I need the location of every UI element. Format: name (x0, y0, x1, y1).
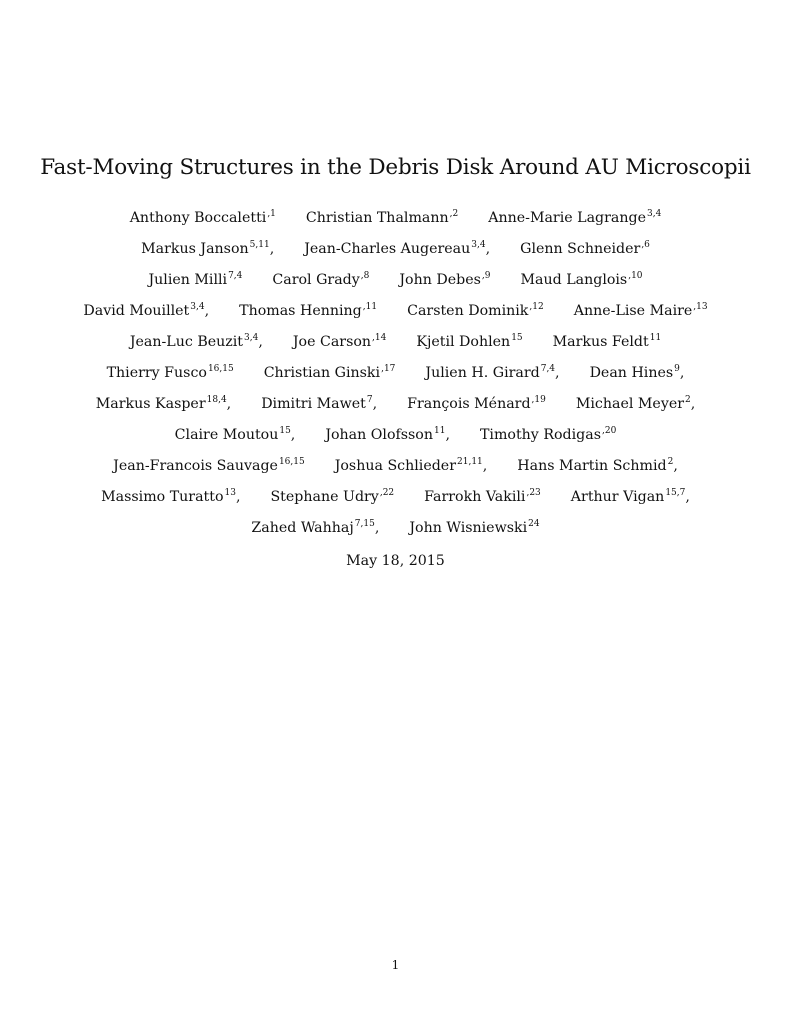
author-name: David Mouillet (83, 303, 190, 319)
author (141, 241, 274, 257)
author (325, 427, 450, 443)
author (96, 396, 231, 412)
author (261, 396, 377, 412)
author-name: Joe Carson (292, 334, 372, 350)
author-affiliation: 2 (685, 395, 691, 405)
author-affiliation: 2 (667, 457, 674, 467)
author (409, 520, 539, 536)
author (251, 520, 379, 536)
author-name: Maud Langlois (520, 272, 628, 288)
author-affiliation: 15 (511, 333, 523, 343)
author-affiliation: 7,15 (354, 519, 375, 529)
author-name: Michael Meyer (575, 396, 685, 412)
author-separator: , (372, 396, 378, 412)
author-affiliation: ,20 (602, 426, 617, 436)
author-list (0, 210, 791, 551)
publication-date: May 18, 2015 (346, 553, 445, 569)
author (130, 334, 263, 350)
author-affiliation: ,13 (693, 302, 708, 312)
author (488, 210, 661, 226)
author-line (0, 458, 791, 489)
author (571, 489, 690, 505)
author-separator: , (673, 458, 678, 474)
author-name: Anne-Marie Lagrange (488, 210, 646, 226)
author-affiliation: ,10 (628, 271, 643, 281)
author-name: Farrokh Vakili (424, 489, 526, 505)
author (416, 334, 522, 350)
author (521, 272, 643, 288)
page-number: 1 (391, 958, 400, 972)
author-affiliation: 11 (649, 333, 662, 343)
author (101, 489, 240, 505)
author-name: Julien Milli (148, 272, 228, 288)
author-name: Kjetil Dohlen (416, 334, 511, 350)
author-separator: , (679, 365, 685, 381)
author-name: Johan Olofsson (325, 427, 433, 443)
author-name: Zahed Wahhaj (251, 520, 354, 536)
author-line (0, 241, 791, 272)
author (270, 489, 394, 505)
author-name: John Wisniewski (409, 520, 528, 536)
author-name: Thierry Fusco (106, 365, 207, 381)
author-separator: , (290, 427, 296, 443)
author (424, 489, 541, 505)
author-name: Christian Ginski (263, 365, 381, 381)
author-affiliation: 11 (434, 426, 446, 436)
author-affiliation: ,19 (531, 395, 546, 405)
author-name: Carsten Dominik (407, 303, 529, 319)
author-name: Glenn Schneider (520, 241, 641, 257)
author (553, 334, 662, 350)
author-name: Massimo Turatto (101, 489, 224, 505)
author-affiliation: 9 (674, 364, 680, 374)
author-line (0, 272, 791, 303)
author-separator: , (445, 427, 450, 443)
author-affiliation: 16,15 (207, 364, 234, 374)
author-separator: , (226, 396, 232, 412)
author-line (0, 303, 791, 334)
author (130, 210, 276, 226)
author-name: Thomas Henning (239, 303, 362, 319)
author (306, 210, 458, 226)
author-affiliation: ,1 (267, 209, 276, 219)
author-name: François Ménard (407, 396, 531, 412)
author (480, 427, 616, 443)
author (264, 365, 396, 381)
author-affiliation: ,8 (360, 271, 370, 281)
author-line (0, 520, 791, 551)
author (574, 303, 708, 319)
author (175, 427, 296, 443)
author-affiliation: 15 (279, 426, 291, 436)
author-name: Hans Martin Schmid (517, 458, 667, 474)
author-separator: , (258, 334, 263, 350)
author-affiliation: ,12 (529, 302, 544, 312)
author-affiliation: 3,4 (471, 240, 486, 250)
author-name: Christian Thalmann (305, 210, 449, 226)
author-separator: , (204, 303, 210, 319)
author-affiliation: ,22 (379, 488, 395, 498)
author-name: Anne-Lise Maire (573, 303, 693, 319)
author-name: John Debes (399, 272, 481, 288)
author-affiliation: 7,4 (540, 364, 556, 374)
author (239, 303, 377, 319)
author-name: Jean-Francois Sauvage (113, 458, 278, 474)
author-line (0, 427, 791, 458)
author-line (0, 210, 791, 241)
author-name: Markus Janson (141, 241, 249, 257)
author (425, 365, 559, 381)
author (293, 334, 387, 350)
author-name: Timothy Rodigas (479, 427, 601, 443)
author (407, 303, 544, 319)
author (335, 458, 488, 474)
author-affiliation: 7,4 (228, 271, 243, 281)
author (148, 272, 242, 288)
author-name: Markus Kasper (95, 396, 206, 412)
author (113, 458, 305, 474)
author-affiliation: ,9 (481, 271, 491, 281)
author-line (0, 334, 791, 365)
author-separator: , (269, 241, 275, 257)
author-affiliation: ,2 (449, 209, 459, 219)
author (590, 365, 685, 381)
author (520, 241, 650, 257)
author-separator: , (555, 365, 560, 381)
author-line (0, 489, 791, 520)
author (272, 272, 369, 288)
author-affiliation: 3,4 (244, 333, 259, 343)
author (407, 396, 546, 412)
author-name: Dimitri Mawet (261, 396, 366, 412)
author-affiliation: ,14 (372, 333, 387, 343)
author-name: Jean-Luc Beuzit (129, 334, 243, 350)
author-affiliation: 13 (224, 488, 236, 498)
author-separator: , (235, 489, 241, 505)
author (83, 303, 209, 319)
author (517, 458, 678, 474)
author-affiliation: 21,11 (457, 457, 483, 467)
author-affiliation: 18,4 (206, 395, 227, 405)
author-separator: , (685, 489, 690, 505)
author (107, 365, 234, 381)
author-name: Anthony Boccaletti (129, 210, 267, 226)
author-line (0, 396, 791, 427)
author-name: Joshua Schlieder (334, 458, 456, 474)
author-name: Stephane Udry (270, 489, 379, 505)
author-name: Arthur Vigan (570, 489, 665, 505)
author-name: Markus Feldt (552, 334, 649, 350)
author-name: Julien H. Girard (425, 365, 540, 381)
author (399, 272, 490, 288)
author-affiliation: ,17 (381, 364, 396, 374)
author-separator: , (482, 458, 488, 474)
author-name: Carol Grady (272, 272, 360, 288)
author-affiliation: 5,11 (249, 240, 270, 250)
author-affiliation: 15,7 (665, 488, 686, 498)
author-separator: , (690, 396, 696, 412)
author-name: Jean-Charles Augereau (304, 241, 471, 257)
author-separator: , (374, 520, 380, 536)
author-name: Claire Moutou (174, 427, 279, 443)
author-affiliation: ,6 (641, 240, 650, 250)
author-separator: , (485, 241, 491, 257)
author-affiliation: 7 (366, 395, 373, 405)
author-line (0, 365, 791, 396)
paper-title: Fast-Moving Structures in the Debris Disk Around AU Microscopii (40, 155, 751, 180)
author-affiliation: 3,4 (190, 302, 205, 312)
author-affiliation: 16,15 (278, 457, 305, 467)
author-affiliation: 3,4 (646, 209, 662, 219)
author (576, 396, 695, 412)
author-affiliation: ,23 (526, 488, 541, 498)
author (304, 241, 490, 257)
author-affiliation: ,11 (362, 302, 378, 312)
author-affiliation: 24 (528, 519, 540, 529)
author-name: Dean Hines (589, 365, 674, 381)
